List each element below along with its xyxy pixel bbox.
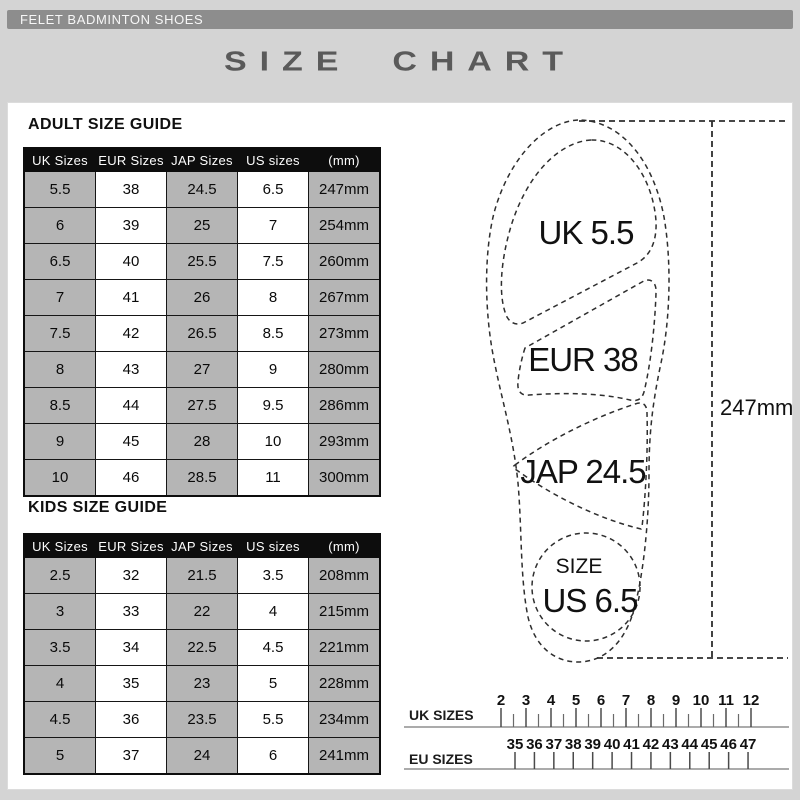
scale-value: 39	[584, 736, 602, 753]
arch-size-label: JAP 24.5	[520, 453, 646, 490]
table-cell: 23	[167, 666, 238, 702]
table-cell: 293mm	[309, 424, 381, 460]
heel-size-label: US 6.5	[542, 582, 638, 619]
uk-scale-label: UK SIZES	[409, 707, 474, 723]
table-cell: 208mm	[309, 558, 381, 594]
table-row	[24, 702, 380, 738]
table-cell: 28.5	[167, 460, 238, 497]
table-cell: 260mm	[309, 244, 381, 280]
kids-size-table	[23, 533, 381, 775]
table-cell: 21.5	[167, 558, 238, 594]
scale-value: 8	[646, 692, 656, 709]
toe-size-label: UK 5.5	[538, 214, 634, 251]
table-row	[24, 630, 380, 666]
page-title: SIZE CHART	[224, 46, 576, 78]
table-cell: 254mm	[309, 208, 381, 244]
table-cell: 46	[96, 460, 167, 497]
uk-size-scale	[404, 692, 789, 727]
table-cell: 23.5	[167, 702, 238, 738]
scale-value: 36	[526, 736, 543, 753]
table-cell: 228mm	[309, 666, 381, 702]
eu-scale-label: EU SIZES	[409, 751, 473, 767]
table-cell: 10	[24, 460, 96, 497]
table-cell: 42	[96, 316, 167, 352]
eu-size-scale	[404, 736, 789, 769]
table-cell: 5.5	[24, 172, 96, 208]
table-cell: 33	[96, 594, 167, 630]
table-cell: 221mm	[309, 630, 381, 666]
scale-value: 4	[546, 692, 556, 709]
column-header: UK Sizes	[24, 148, 96, 172]
table-cell: 28	[167, 424, 238, 460]
table-row	[24, 172, 380, 208]
table-cell: 22	[167, 594, 238, 630]
table-cell: 22.5	[167, 630, 238, 666]
column-header: JAP Sizes	[167, 534, 238, 558]
column-header: EUR Sizes	[96, 534, 167, 558]
table-row	[24, 316, 380, 352]
table-cell: 37	[96, 738, 167, 775]
scale-value: 47	[739, 736, 757, 753]
table-row	[24, 388, 380, 424]
scale-value: 40	[603, 736, 621, 753]
table-cell: 44	[96, 388, 167, 424]
table-cell: 300mm	[309, 460, 381, 497]
table-cell: 9	[238, 352, 309, 388]
table-cell: 38	[96, 172, 167, 208]
table-cell: 4.5	[238, 630, 309, 666]
table-cell: 41	[96, 280, 167, 316]
table-cell: 45	[96, 424, 167, 460]
heel-size-caption: SIZE	[555, 555, 603, 578]
table-cell: 25	[167, 208, 238, 244]
scale-value: 12	[742, 692, 760, 709]
table-row	[24, 738, 380, 775]
scale-value: 7	[621, 692, 631, 709]
table-cell: 6.5	[24, 244, 96, 280]
table-cell: 273mm	[309, 316, 381, 352]
table-row	[24, 594, 380, 630]
table-row	[24, 460, 380, 497]
column-header: (mm)	[309, 148, 381, 172]
adult-guide-title: ADULT SIZE GUIDE	[28, 116, 183, 133]
column-header: EUR Sizes	[96, 148, 167, 172]
table-cell: 8	[238, 280, 309, 316]
foot-length-label: 247mm	[720, 395, 794, 420]
table-cell: 8.5	[24, 388, 96, 424]
foot-diagram	[401, 103, 794, 791]
table-cell: 4	[238, 594, 309, 630]
table-row	[24, 208, 380, 244]
table-cell: 7	[24, 280, 96, 316]
table-row	[24, 666, 380, 702]
table-cell: 39	[96, 208, 167, 244]
table-cell: 25.5	[167, 244, 238, 280]
table-cell: 234mm	[309, 702, 381, 738]
column-header: US sizes	[238, 148, 309, 172]
table-cell: 3.5	[24, 630, 96, 666]
scale-value: 43	[662, 736, 679, 753]
table-cell: 6	[24, 208, 96, 244]
scale-value: 44	[681, 736, 699, 753]
table-cell: 6.5	[238, 172, 309, 208]
table-cell: 26	[167, 280, 238, 316]
scale-value: 5	[571, 692, 581, 709]
table-cell: 9	[24, 424, 96, 460]
table-cell: 7.5	[24, 316, 96, 352]
table-cell: 6	[238, 738, 309, 775]
scale-value: 46	[720, 736, 737, 753]
column-header: US sizes	[238, 534, 309, 558]
scale-value: 6	[596, 692, 606, 709]
table-row	[24, 244, 380, 280]
ball-size-label: EUR 38	[528, 341, 638, 378]
table-cell: 8.5	[238, 316, 309, 352]
table-cell: 35	[96, 666, 167, 702]
scale-value: 10	[692, 692, 710, 709]
scale-value: 37	[545, 736, 563, 753]
table-row	[24, 280, 380, 316]
kids-guide-title: KIDS SIZE GUIDE	[28, 499, 168, 516]
column-header: JAP Sizes	[167, 148, 238, 172]
table-cell: 8	[24, 352, 96, 388]
table-cell: 4	[24, 666, 96, 702]
scale-value: 35	[506, 736, 524, 753]
table-cell: 36	[96, 702, 167, 738]
table-cell: 7.5	[238, 244, 309, 280]
table-row	[24, 352, 380, 388]
scale-value: 3	[521, 692, 531, 709]
column-header: UK Sizes	[24, 534, 96, 558]
table-cell: 11	[238, 460, 309, 497]
table-cell: 2.5	[24, 558, 96, 594]
scale-value: 45	[700, 736, 718, 753]
table-cell: 27	[167, 352, 238, 388]
table-cell: 215mm	[309, 594, 381, 630]
table-cell: 3.5	[238, 558, 309, 594]
table-cell: 241mm	[309, 738, 381, 775]
table-cell: 5.5	[238, 702, 309, 738]
table-cell: 27.5	[167, 388, 238, 424]
table-cell: 267mm	[309, 280, 381, 316]
table-cell: 43	[96, 352, 167, 388]
table-cell: 5	[238, 666, 309, 702]
header-row	[24, 148, 380, 172]
table-row	[24, 424, 380, 460]
table-cell: 26.5	[167, 316, 238, 352]
brand-bar	[7, 10, 793, 29]
table-cell: 247mm	[309, 172, 381, 208]
table-cell: 4.5	[24, 702, 96, 738]
scale-value: 11	[718, 692, 734, 709]
table-cell: 9.5	[238, 388, 309, 424]
table-cell: 24.5	[167, 172, 238, 208]
table-cell: 280mm	[309, 352, 381, 388]
table-cell: 40	[96, 244, 167, 280]
content-panel	[7, 102, 793, 790]
scale-value: 9	[671, 692, 681, 709]
adult-size-table	[23, 147, 381, 497]
table-cell: 3	[24, 594, 96, 630]
table-cell: 7	[238, 208, 309, 244]
table-cell: 10	[238, 424, 309, 460]
foot-outline	[487, 120, 669, 662]
scale-value: 42	[642, 736, 660, 753]
header-row	[24, 534, 380, 558]
brand-label: FELET BADMINTON SHOES	[20, 12, 204, 27]
table-cell: 286mm	[309, 388, 381, 424]
table-cell: 5	[24, 738, 96, 775]
table-cell: 24	[167, 738, 238, 775]
table-cell: 32	[96, 558, 167, 594]
table-cell: 34	[96, 630, 167, 666]
column-header: (mm)	[309, 534, 381, 558]
scale-value: 41	[623, 736, 640, 753]
scale-value: 2	[496, 692, 506, 709]
scale-value: 38	[564, 736, 582, 753]
table-row	[24, 558, 380, 594]
